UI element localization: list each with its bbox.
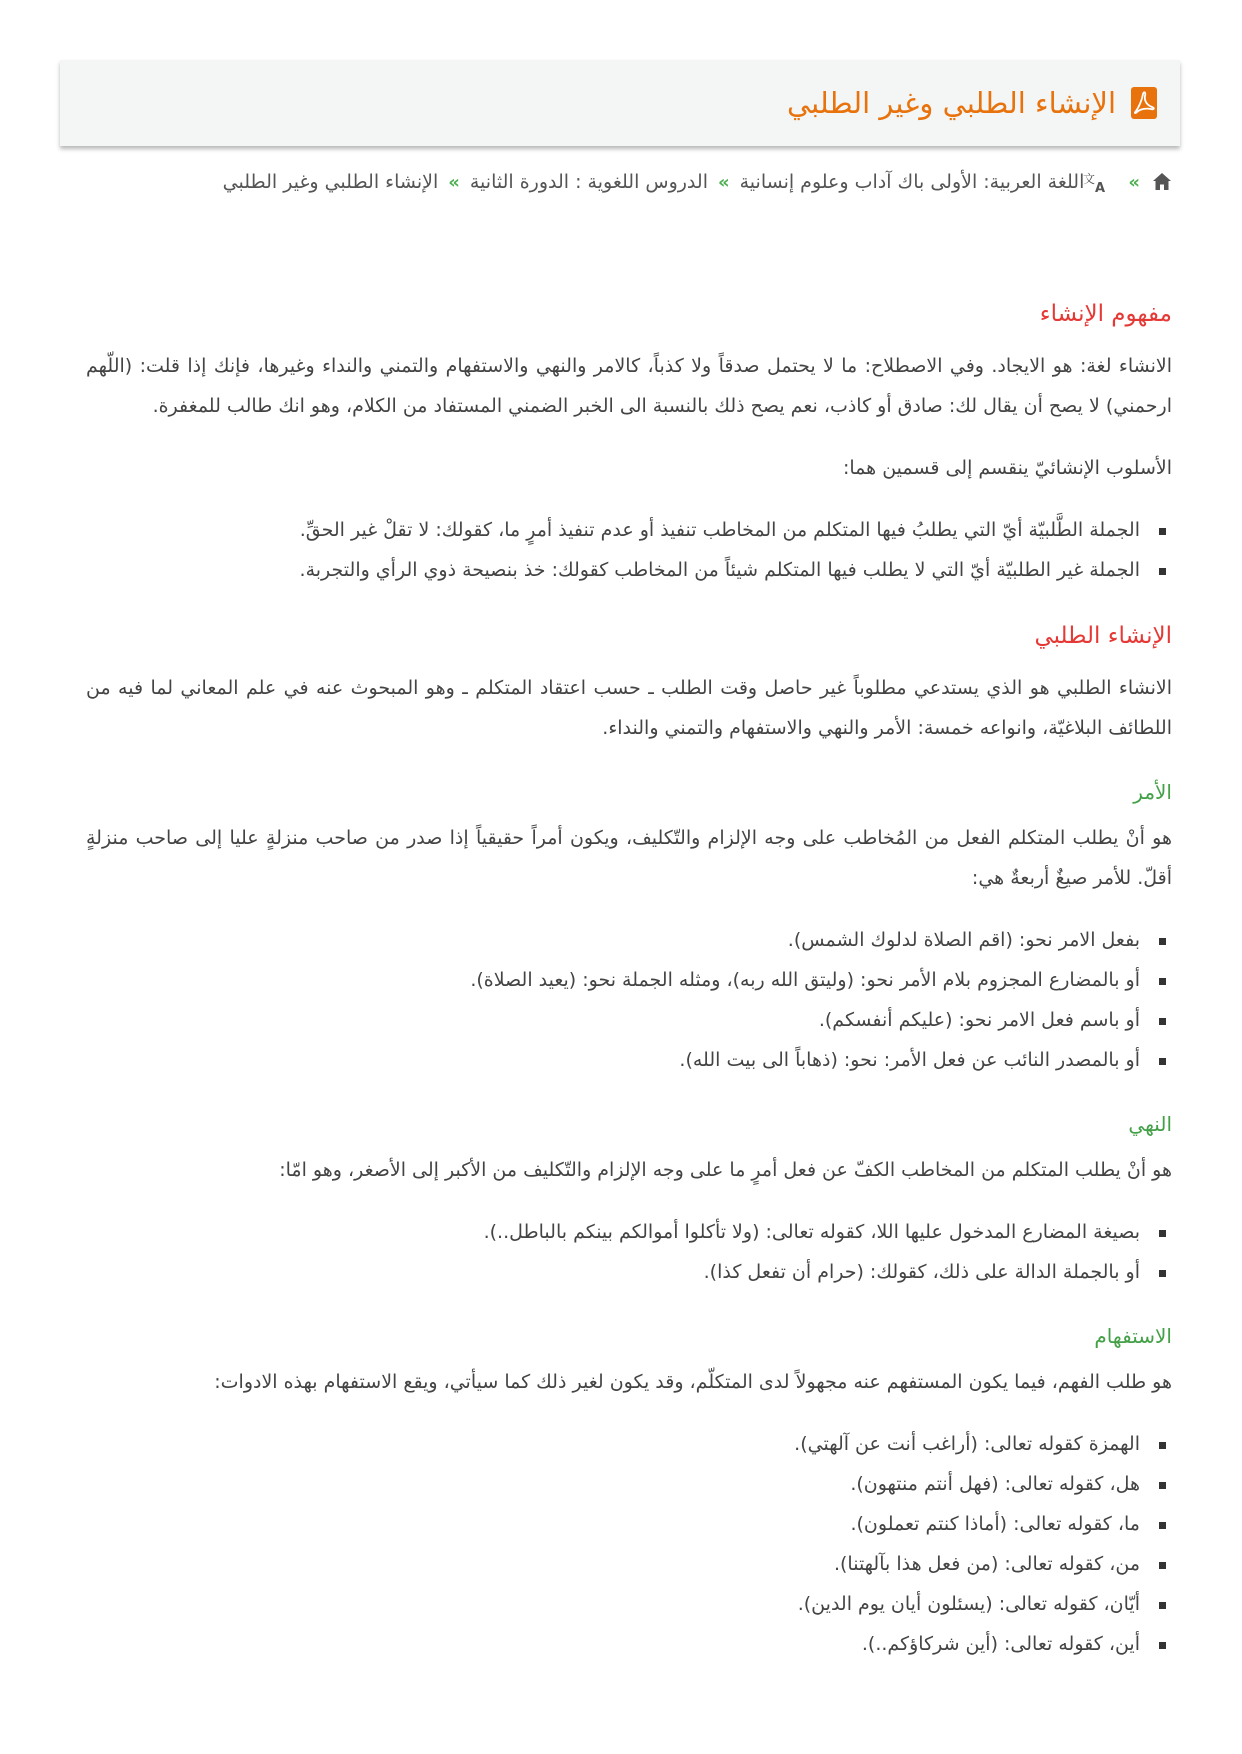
translate-icon xyxy=(1083,170,1118,196)
section-heading-talabi: الإنشاء الطلبي xyxy=(1034,623,1172,649)
list-item: أيّان، كقوله تعالى: (يسئلون أيان يوم الدين). xyxy=(86,1584,1172,1624)
list-item: أو بالجملة الدالة على ذلك، كقولك: (حرام أن تفعل كذا). xyxy=(86,1252,1172,1292)
list-item: من، كقوله تعالى: (من فعل هذا بآلهتنا). xyxy=(86,1544,1172,1584)
list-item: أو بالمصدر النائب عن فعل الأمر: نحو: (ذهاباً الى بيت الله). xyxy=(86,1040,1172,1080)
list xyxy=(86,1424,1172,1664)
paragraph: الانشاء لغة: هو الايجاد. وفي الاصطلاح: ما لا يحتمل صدقاً ولا كذباً، كالامر والنهي والاستفهام والتمني والنداء وغيرها، فإنك إذا قلت: (اللّهم ارحمني) لا يصح أن يقال لك: صادق أو كاذب، نعم يصح ذلك بالنسبة الى الخبر الضمني المستفاد من الكلام، وهو انك طالب للمغفرة. xyxy=(86,355,1172,417)
section-heading-istifham: الاستفهام xyxy=(1094,1324,1172,1348)
list xyxy=(86,510,1172,590)
svg-text:A: A xyxy=(1095,181,1106,196)
paragraph: هو أنْ يطلب المتكلم الفعل من المُخاطب على وجه الإلزام والتّكليف، ويكون أمراً حقيقياً إذا صدر من صاحب منزلةٍ عليا إلى صاحب منزلةٍ أقلّ. للأمر صيغٌ أربعةٌ هي: xyxy=(86,827,1172,889)
breadcrumb-separator: » xyxy=(1128,171,1140,193)
paragraph: الأسلوب الإنشائيّ ينقسم إلى قسمين هما: xyxy=(842,457,1172,479)
breadcrumb-separator: » xyxy=(717,171,730,193)
list xyxy=(86,920,1172,1080)
list-item: بفعل الامر نحو: (اقم الصلاة لدلوك الشمس). xyxy=(86,920,1172,960)
breadcrumb xyxy=(223,170,1174,194)
list-item: بصيغة المضارع المدخول عليها اللا، كقوله تعالى: (ولا تأكلوا أموالكم بينكم بالباطل..). xyxy=(86,1212,1172,1252)
page-title: الإنشاء الطلبي وغير الطلبي xyxy=(787,86,1116,120)
list-item: الجملة غير الطلبيّة أيّ التي لا يطلب فيها المتكلم شيئاً من المخاطب كقولك: خذ بنصيحة ذوي الرأي والتجربة. xyxy=(86,550,1172,590)
paragraph: الانشاء الطلبي هو الذي يستدعي مطلوباً غير حاصل وقت الطلب ـ حسب اعتقاد المتكلم ـ وهو المبحوث عنه في علم المعاني لما فيه من اللطائف البلاغيّة، وانواعه خمسة: الأمر والنهي والاستفهام والتمني والنداء. xyxy=(86,677,1172,739)
page-header xyxy=(60,60,1180,146)
article-body xyxy=(86,290,1172,1686)
svg-text:文: 文 xyxy=(1083,172,1096,186)
section-heading-concept: مفهوم الإنشاء xyxy=(1039,301,1172,327)
breadcrumb-item-current: الإنشاء الطلبي وغير الطلبي xyxy=(222,171,439,193)
list-item: ما، كقوله تعالى: (أماذا كنتم تعملون). xyxy=(86,1504,1172,1544)
home-icon[interactable] xyxy=(1150,170,1174,194)
list-item: أو بالمضارع المجزوم بلام الأمر نحو: (وليتق الله ربه)، ومثله الجملة نحو: (يعيد الصلاة). xyxy=(86,960,1172,1000)
list-item: أين، كقوله تعالى: (أين شركاؤكم..). xyxy=(86,1624,1172,1664)
paragraph: هو أنْ يطلب المتكلم من المخاطب الكفّ عن فعل أمرٍ ما على وجه الإلزام والتّكليف من الأكبر إلى الأصغر، وهو امّا: xyxy=(279,1159,1172,1181)
section-heading-amr: الأمر xyxy=(1133,780,1172,804)
paragraph: هو طلب الفهم، فيما يكون المستفهم عنه مجهولاً لدى المتكلّم، وقد يكون لغير ذلك كما سيأتي، ويقع الاستفهام بهذه الادوات: xyxy=(214,1371,1172,1393)
section-heading-nahy: النهي xyxy=(1128,1112,1172,1136)
list xyxy=(86,1212,1172,1292)
list-item: الهمزة كقوله تعالى: (أراغب أنت عن آلهتي). xyxy=(86,1424,1172,1464)
breadcrumb-item-lessons[interactable]: الدروس اللغوية : الدورة الثانية xyxy=(469,171,708,193)
list-item: هل، كقوله تعالى: (فهل أنتم منتهون). xyxy=(86,1464,1172,1504)
list-item: الجملة الطَّلبيّة أيّ التي يطلبُ فيها المتكلم من المخاطب تنفيذ أو عدم تنفيذ أمرٍ ما، كقولك: لا تقلْ غير الحقِّ. xyxy=(86,510,1172,550)
breadcrumb-item-subject[interactable]: اللغة العربية: الأولى باك آداب وعلوم إنسانية xyxy=(739,171,1085,193)
list-item: أو باسم فعل الامر نحو: (عليكم أنفسكم). xyxy=(86,1000,1172,1040)
breadcrumb-separator: » xyxy=(448,171,460,193)
pdf-icon[interactable] xyxy=(1130,86,1158,120)
